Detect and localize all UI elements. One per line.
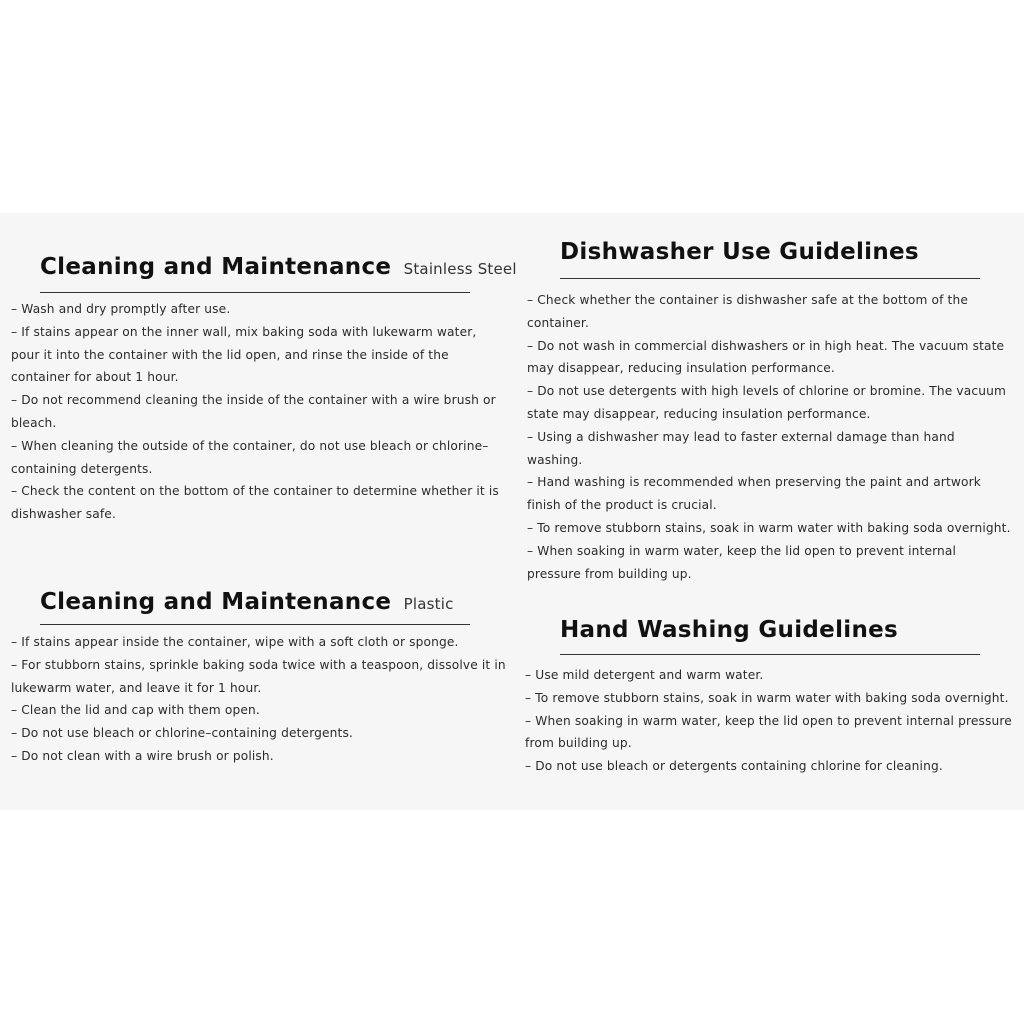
plastic-list xyxy=(11,631,506,768)
hand-washing-divider xyxy=(560,654,980,655)
hand-washing-heading: Hand Washing Guidelines xyxy=(560,617,899,643)
list-item: – Hand washing is recommended when preserving the paint and artwork finish of the product is crucial. xyxy=(527,475,981,513)
list-item: – Use mild detergent and warm water. xyxy=(525,668,764,682)
list-item: – To remove stubborn stains, soak in warm water with baking soda overnight. xyxy=(525,690,1009,705)
list-item: – When cleaning the outside of the container, do not use bleach or chlorine–containing detergents. xyxy=(11,438,489,476)
stainless-steel-subtitle: Stainless Steel xyxy=(403,260,517,278)
stainless-steel-divider xyxy=(40,292,470,293)
stainless-steel-title: Cleaning and Maintenance xyxy=(40,254,392,280)
list-item: – Wash and dry promptly after use. xyxy=(11,302,231,316)
list-item: – If stains appear on the inner wall, mix baking soda with lukewarm water, pour it into the container with the lid open, and rinse the inside of the container for about 1 hour. xyxy=(11,324,477,385)
list-item: – Do not recommend cleaning the inside of the container with a wire brush or bleach. xyxy=(11,393,496,430)
dishwasher-divider xyxy=(560,278,980,279)
list-item: – If stains appear inside the container, wipe with a soft cloth or sponge. xyxy=(11,635,459,649)
list-item: – Do not wash in commercial dishwashers or in high heat. The vacuum state may disappear, reducing insulation performance. xyxy=(527,338,1005,376)
list-item: – When soaking in warm water, keep the lid open to prevent internal pressure from building up. xyxy=(525,713,1012,751)
list-item: – Check whether the container is dishwasher safe at the bottom of the container. xyxy=(527,293,969,330)
stainless-steel-heading xyxy=(40,254,517,280)
hand-washing-list xyxy=(525,664,1020,778)
list-item: – To remove stubborn stains, soak in warm water with baking soda overnight. xyxy=(527,520,1011,535)
list-item: – For stubborn stains, sprinkle baking soda twice with a teaspoon, dissolve it in lukewarm water, and leave it for 1 hour. xyxy=(11,657,506,695)
dishwasher-heading: Dishwasher Use Guidelines xyxy=(560,239,919,265)
plastic-subtitle: Plastic xyxy=(403,595,454,613)
dishwasher-list xyxy=(527,289,1012,585)
stainless-steel-list xyxy=(11,298,501,526)
list-item: – Using a dishwasher may lead to faster external damage than hand washing. xyxy=(527,429,955,467)
plastic-divider xyxy=(40,624,470,625)
plastic-heading xyxy=(40,589,454,615)
plastic-title: Cleaning and Maintenance xyxy=(40,589,392,615)
list-item: – Do not use bleach or detergents containing chlorine for cleaning. xyxy=(525,759,943,774)
list-item: – Do not use bleach or chlorine–containing detergents. xyxy=(11,726,354,741)
list-item: – Do not use detergents with high levels of chlorine or bromine. The vacuum state may disappear, reducing insulation performance. xyxy=(527,384,1006,421)
list-item: – When soaking in warm water, keep the lid open to prevent internal pressure from building up. xyxy=(527,543,957,581)
list-item: – Clean the lid and cap with them open. xyxy=(11,703,260,718)
list-item: – Do not clean with a wire brush or polish. xyxy=(11,748,274,763)
list-item: – Check the content on the bottom of the container to determine whether it is dishwasher safe. xyxy=(11,484,499,522)
